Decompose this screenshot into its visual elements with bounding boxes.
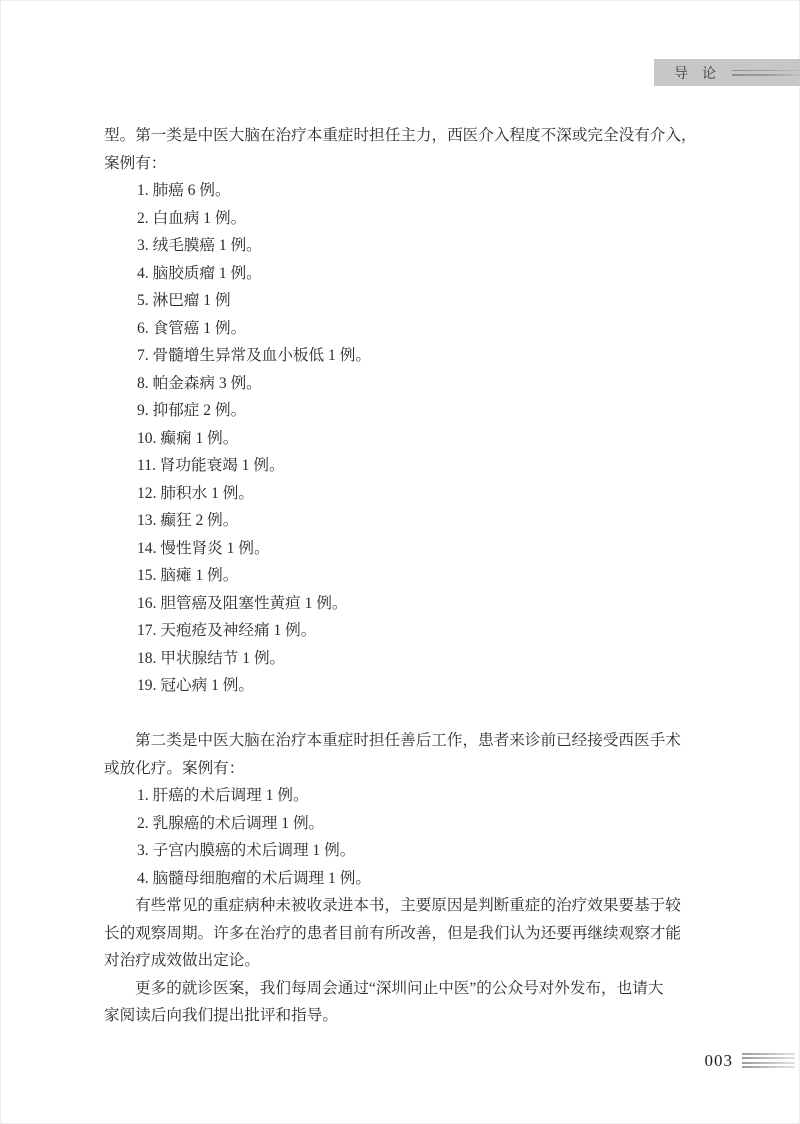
text-line: 有些常见的重症病种未被收录进本书，主要原因是判断重症的治疗效果要基于较 [135,897,681,914]
text-line: 17. 天疱疮及神经痛 1 例。 [137,622,317,639]
text-line: 4. 脑胶质瘤 1 例。 [137,264,262,282]
closing-paragraph [104,975,696,1030]
chapter-title: 导 论 [674,66,716,82]
text-line: 14. 慢性肾炎 1 例。 [137,539,270,557]
text-line: 家阅读后向我们提出批评和指导。 [104,1007,338,1024]
text-line: 2. 乳腺癌的术后调理 1 例。 [137,814,325,832]
text-line: 16. 胆管癌及阻塞性黄疸 1 例。 [137,594,348,612]
footer-rule [742,1062,795,1064]
text-line: 11. 肾功能衰竭 1 例。 [137,457,285,474]
text-line: 18. 甲状腺结节 1 例。 [137,649,286,667]
note-paragraph [104,892,696,975]
text-line: 12. 肺积水 1 例。 [137,484,254,502]
text-line: 13. 癫狂 2 例。 [137,512,239,529]
page-number: 003 [704,1051,733,1070]
footer-rule-lines [742,1053,795,1069]
footer-rule [742,1066,795,1068]
blank-line [104,700,696,728]
header-rule-lines [732,70,800,76]
rule-line [732,70,800,72]
footer-rule [742,1053,795,1055]
rule-line [732,74,800,76]
page-header-band [654,59,800,86]
page-body [104,122,696,1030]
text-line: 10. 癫痫 1 例。 [137,429,239,447]
text-line: 9. 抑郁症 2 例。 [137,402,247,419]
category1-case-list [104,177,696,700]
page-footer [705,1052,796,1069]
text-line: 7. 骨髓增生异常及血小板低 1 例。 [137,347,371,364]
category2-paragraph [104,727,696,782]
text-line: 4. 脑髓母细胞瘤的术后调理 1 例。 [137,869,371,887]
text-line: 第二类是中医大脑在治疗本重症时担任善后工作，患者来诊前已经接受西医手术 [135,732,681,749]
text-line: 型。第一类是中医大脑在治疗本重症时担任主力，西医介入程度不深或完全没有介入， [104,127,697,144]
text-line: 3. 子宫内膜癌的术后调理 1 例。 [137,842,356,859]
text-line: 5. 淋巴瘤 1 例 [137,292,231,309]
text-line: 8. 帕金森病 3 例。 [137,374,262,392]
text-line: 2. 白血病 1 例。 [137,209,247,227]
text-line: 长的观察周期。许多在治疗的患者目前有所改善，但是我们认为还要再继续观察才能 [104,924,681,942]
text-line: 1. 肺癌 6 例。 [137,182,231,199]
text-line: 对治疗成效做出定论。 [104,952,260,969]
text-line: 或放化疗。案例有： [104,759,245,777]
text-line: 6. 食管癌 1 例。 [137,319,247,337]
text-line: 更多的就诊医案，我们每周会通过“深圳问止中医”的公众号对外发布，也请大 [135,979,664,997]
category2-case-list [104,782,696,892]
intro-paragraph [104,122,696,177]
footer-rule [742,1057,795,1059]
text-line: 15. 脑瘫 1 例。 [137,567,239,584]
text-line: 19. 冠心病 1 例。 [137,677,254,694]
text-line: 1. 肝癌的术后调理 1 例。 [137,787,309,804]
text-line: 3. 绒毛膜癌 1 例。 [137,237,262,254]
text-line: 案例有： [104,154,167,172]
